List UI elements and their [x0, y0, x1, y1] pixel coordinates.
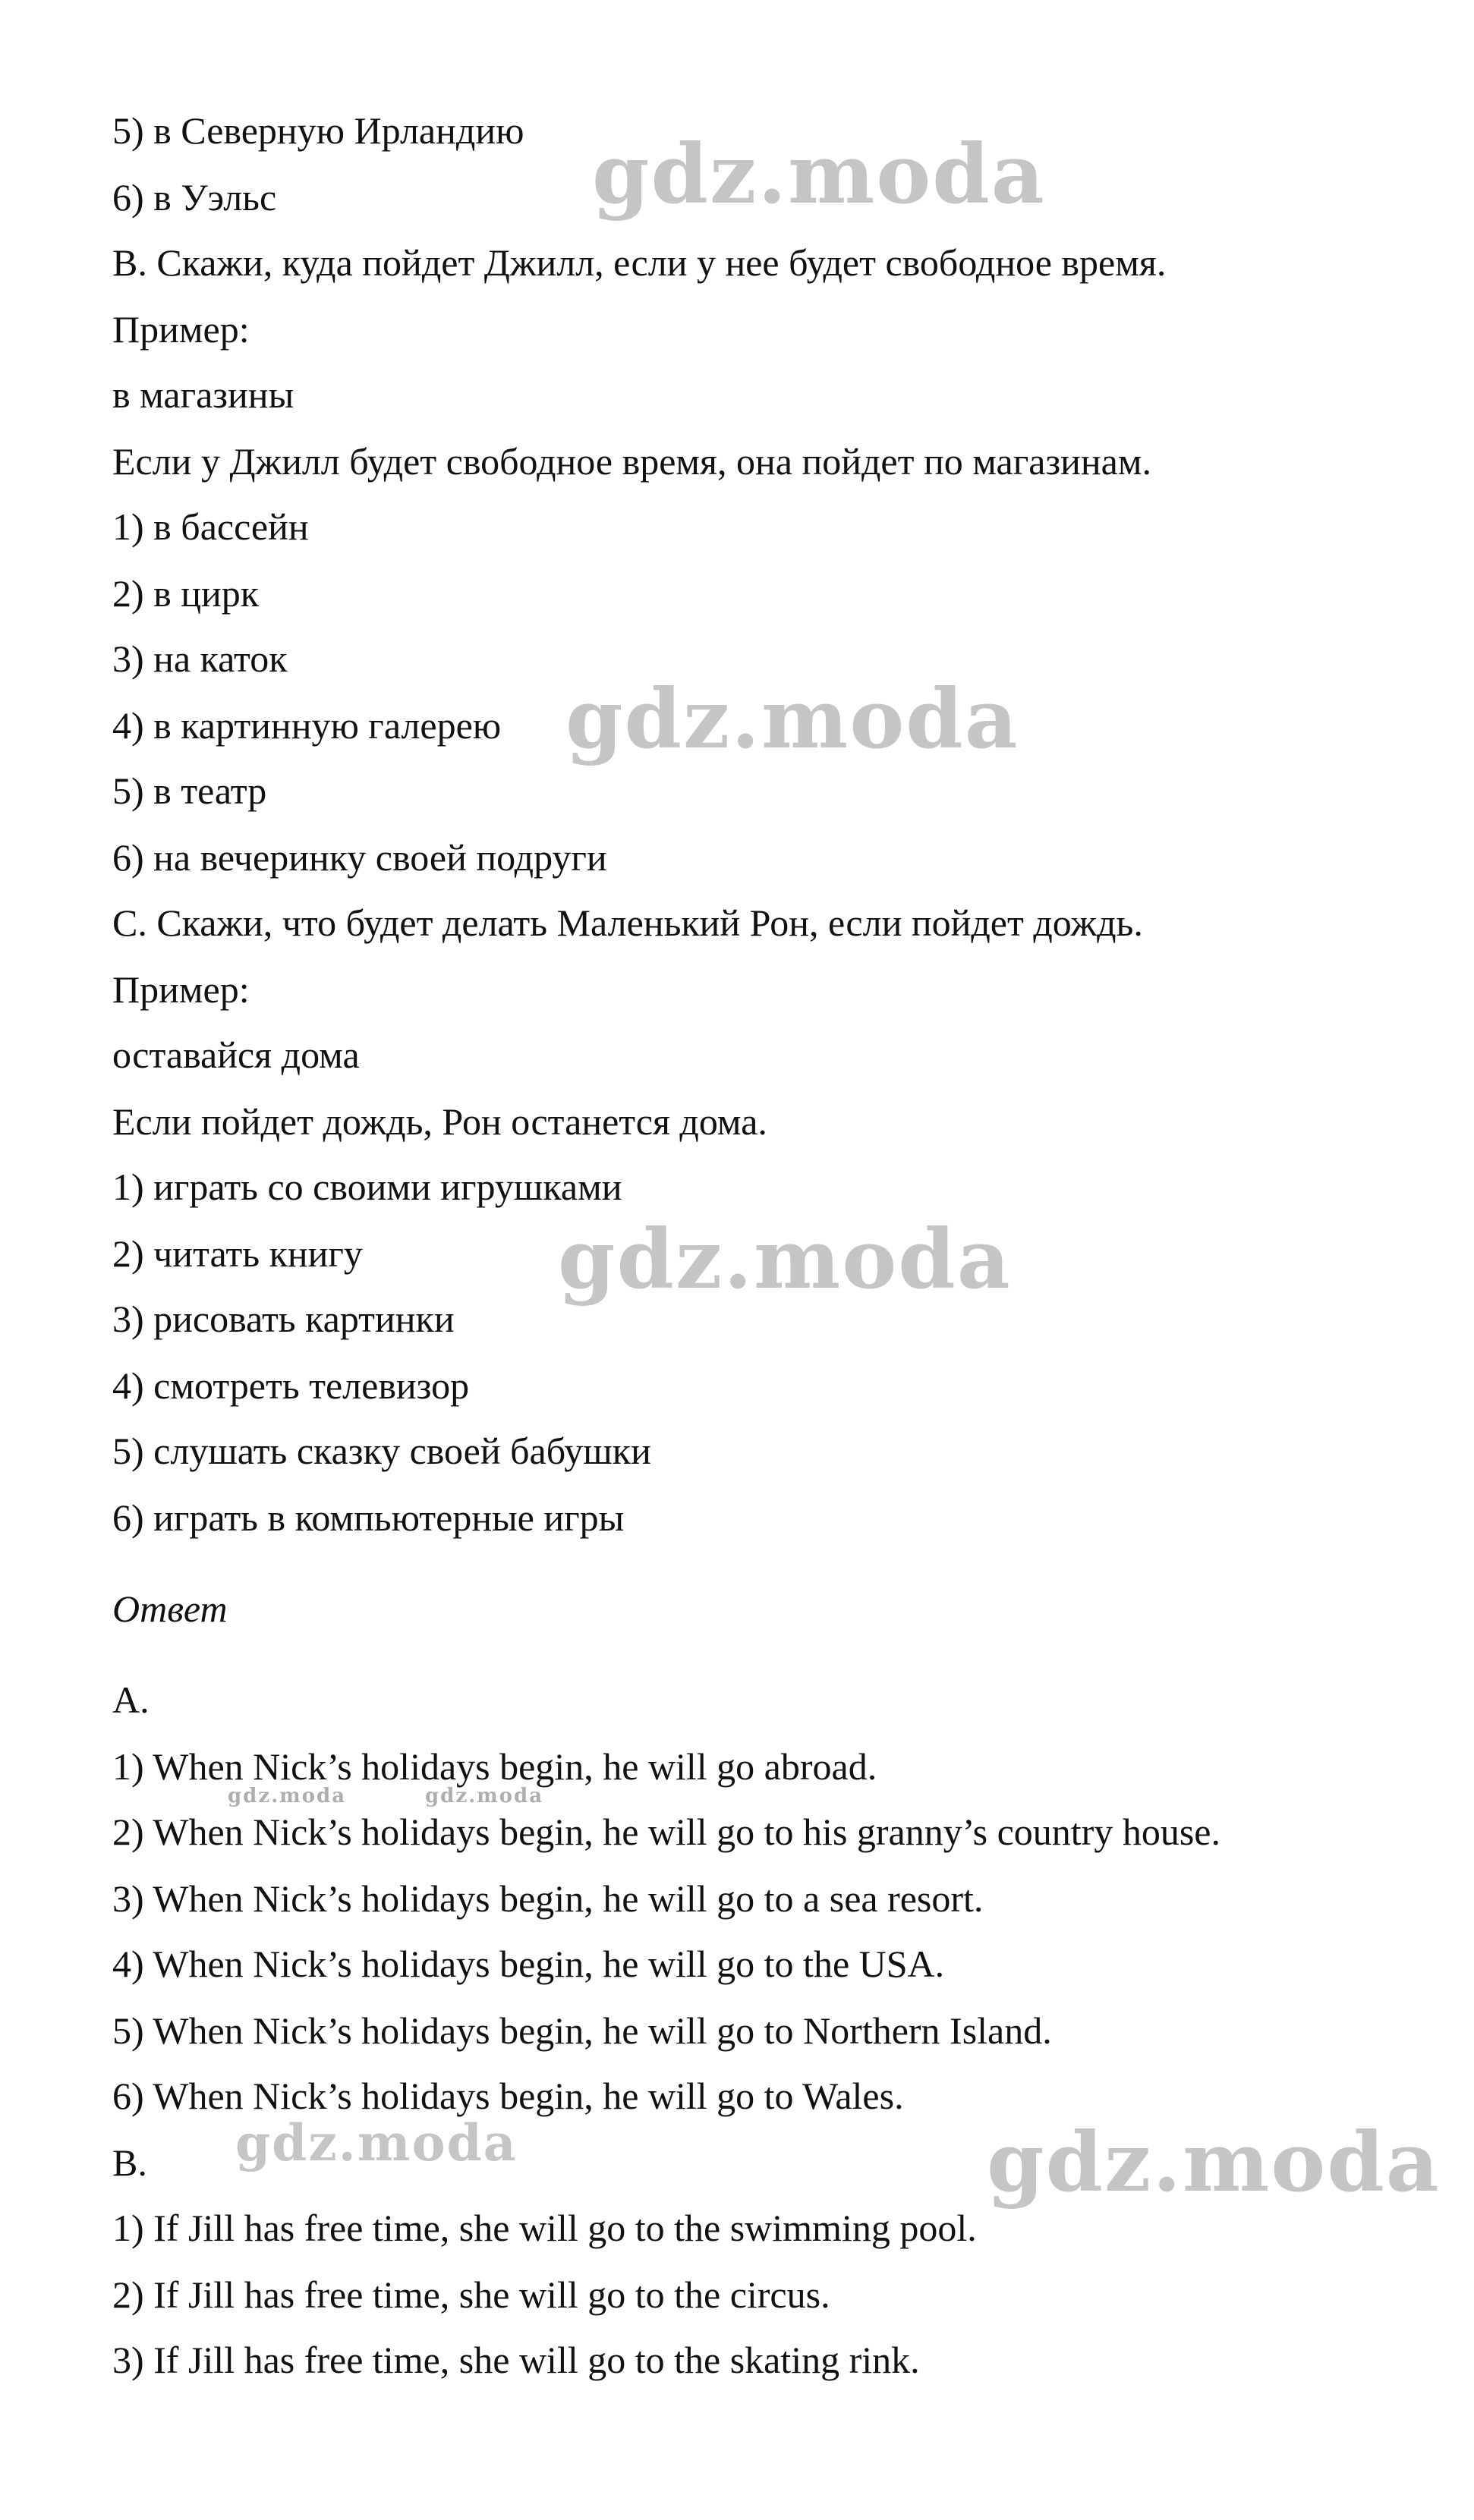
answer-a-item: 4) When Nick’s holidays begin, he will go to the USA.	[112, 1943, 945, 1985]
example-label: Пример:	[112, 968, 250, 1011]
answer-a-item: 1) When Nick’s holidays begin, he will go abroad.	[112, 1745, 877, 1788]
watermark: gdz.moda	[558, 1212, 1012, 1307]
answer-a-item: 5) When Nick’s holidays begin, he will go to Northern Island.	[112, 2009, 1052, 2052]
watermark: gdz.moda	[425, 1785, 544, 1807]
answer-b-item: 2) If Jill has free time, she will go to the circus.	[112, 2273, 830, 2316]
task-line: 6) на вечеринку своей подруги	[112, 836, 607, 879]
task-line: 6) играть в компьютерные игры	[112, 1496, 625, 1539]
task-line: 1) играть со своими игрушками	[112, 1166, 622, 1208]
watermark: gdz.moda	[228, 1785, 347, 1807]
task-line: 1) в бассейн	[112, 505, 309, 548]
task-line: 2) в цирк	[112, 572, 260, 615]
task-line: 5) в театр	[112, 769, 267, 812]
task-line: 5) слушать сказку своей бабушки	[112, 1430, 651, 1472]
task-line: 3) рисовать картинки	[112, 1298, 455, 1340]
task-line: 4) смотреть телевизор	[112, 1364, 470, 1407]
example-answer: Если у Джилл будет свободное время, она пойдет по магазинам.	[112, 440, 1152, 483]
watermark: gdz.moda	[565, 672, 1019, 767]
answer-heading: Ответ	[112, 1587, 228, 1630]
watermark: gdz.moda	[235, 2113, 518, 2172]
task-line: 2) читать книгу	[112, 1232, 363, 1275]
example-answer: Если пойдет дождь, Рон останется дома.	[112, 1100, 767, 1143]
section-c-instruction: C. Скажи, что будет делать Маленький Рон, если пойдет дождь.	[112, 901, 1143, 944]
answer-a-item: 6) When Nick’s holidays begin, he will go to Wales.	[112, 2075, 904, 2117]
answer-b-item: 1) If Jill has free time, she will go to the swimming pool.	[112, 2207, 977, 2249]
section-b-instruction: B. Скажи, куда пойдет Джилл, если у нее будет свободное время.	[112, 241, 1167, 284]
section-b-label: B.	[112, 2141, 147, 2184]
example-prompt: оставайся дома	[112, 1033, 360, 1076]
task-line: 6) в Уэльс	[112, 176, 277, 219]
watermark: gdz.moda	[987, 2115, 1441, 2210]
section-a-label: A.	[112, 1678, 150, 1721]
task-line: 4) в картинную галерею	[112, 704, 502, 747]
answer-a-item: 2) When Nick’s holidays begin, he will go to his granny’s country house.	[112, 1811, 1220, 1853]
answer-a-item: 3) When Nick’s holidays begin, he will go to a sea resort.	[112, 1877, 984, 1920]
answer-b-item: 3) If Jill has free time, she will go to the skating rink.	[112, 2339, 920, 2381]
watermark: gdz.moda	[592, 127, 1046, 222]
example-label: Пример:	[112, 308, 250, 351]
task-line: 5) в Северную Ирландию	[112, 109, 524, 152]
example-prompt: в магазины	[112, 373, 294, 416]
task-line: 3) на каток	[112, 637, 288, 680]
